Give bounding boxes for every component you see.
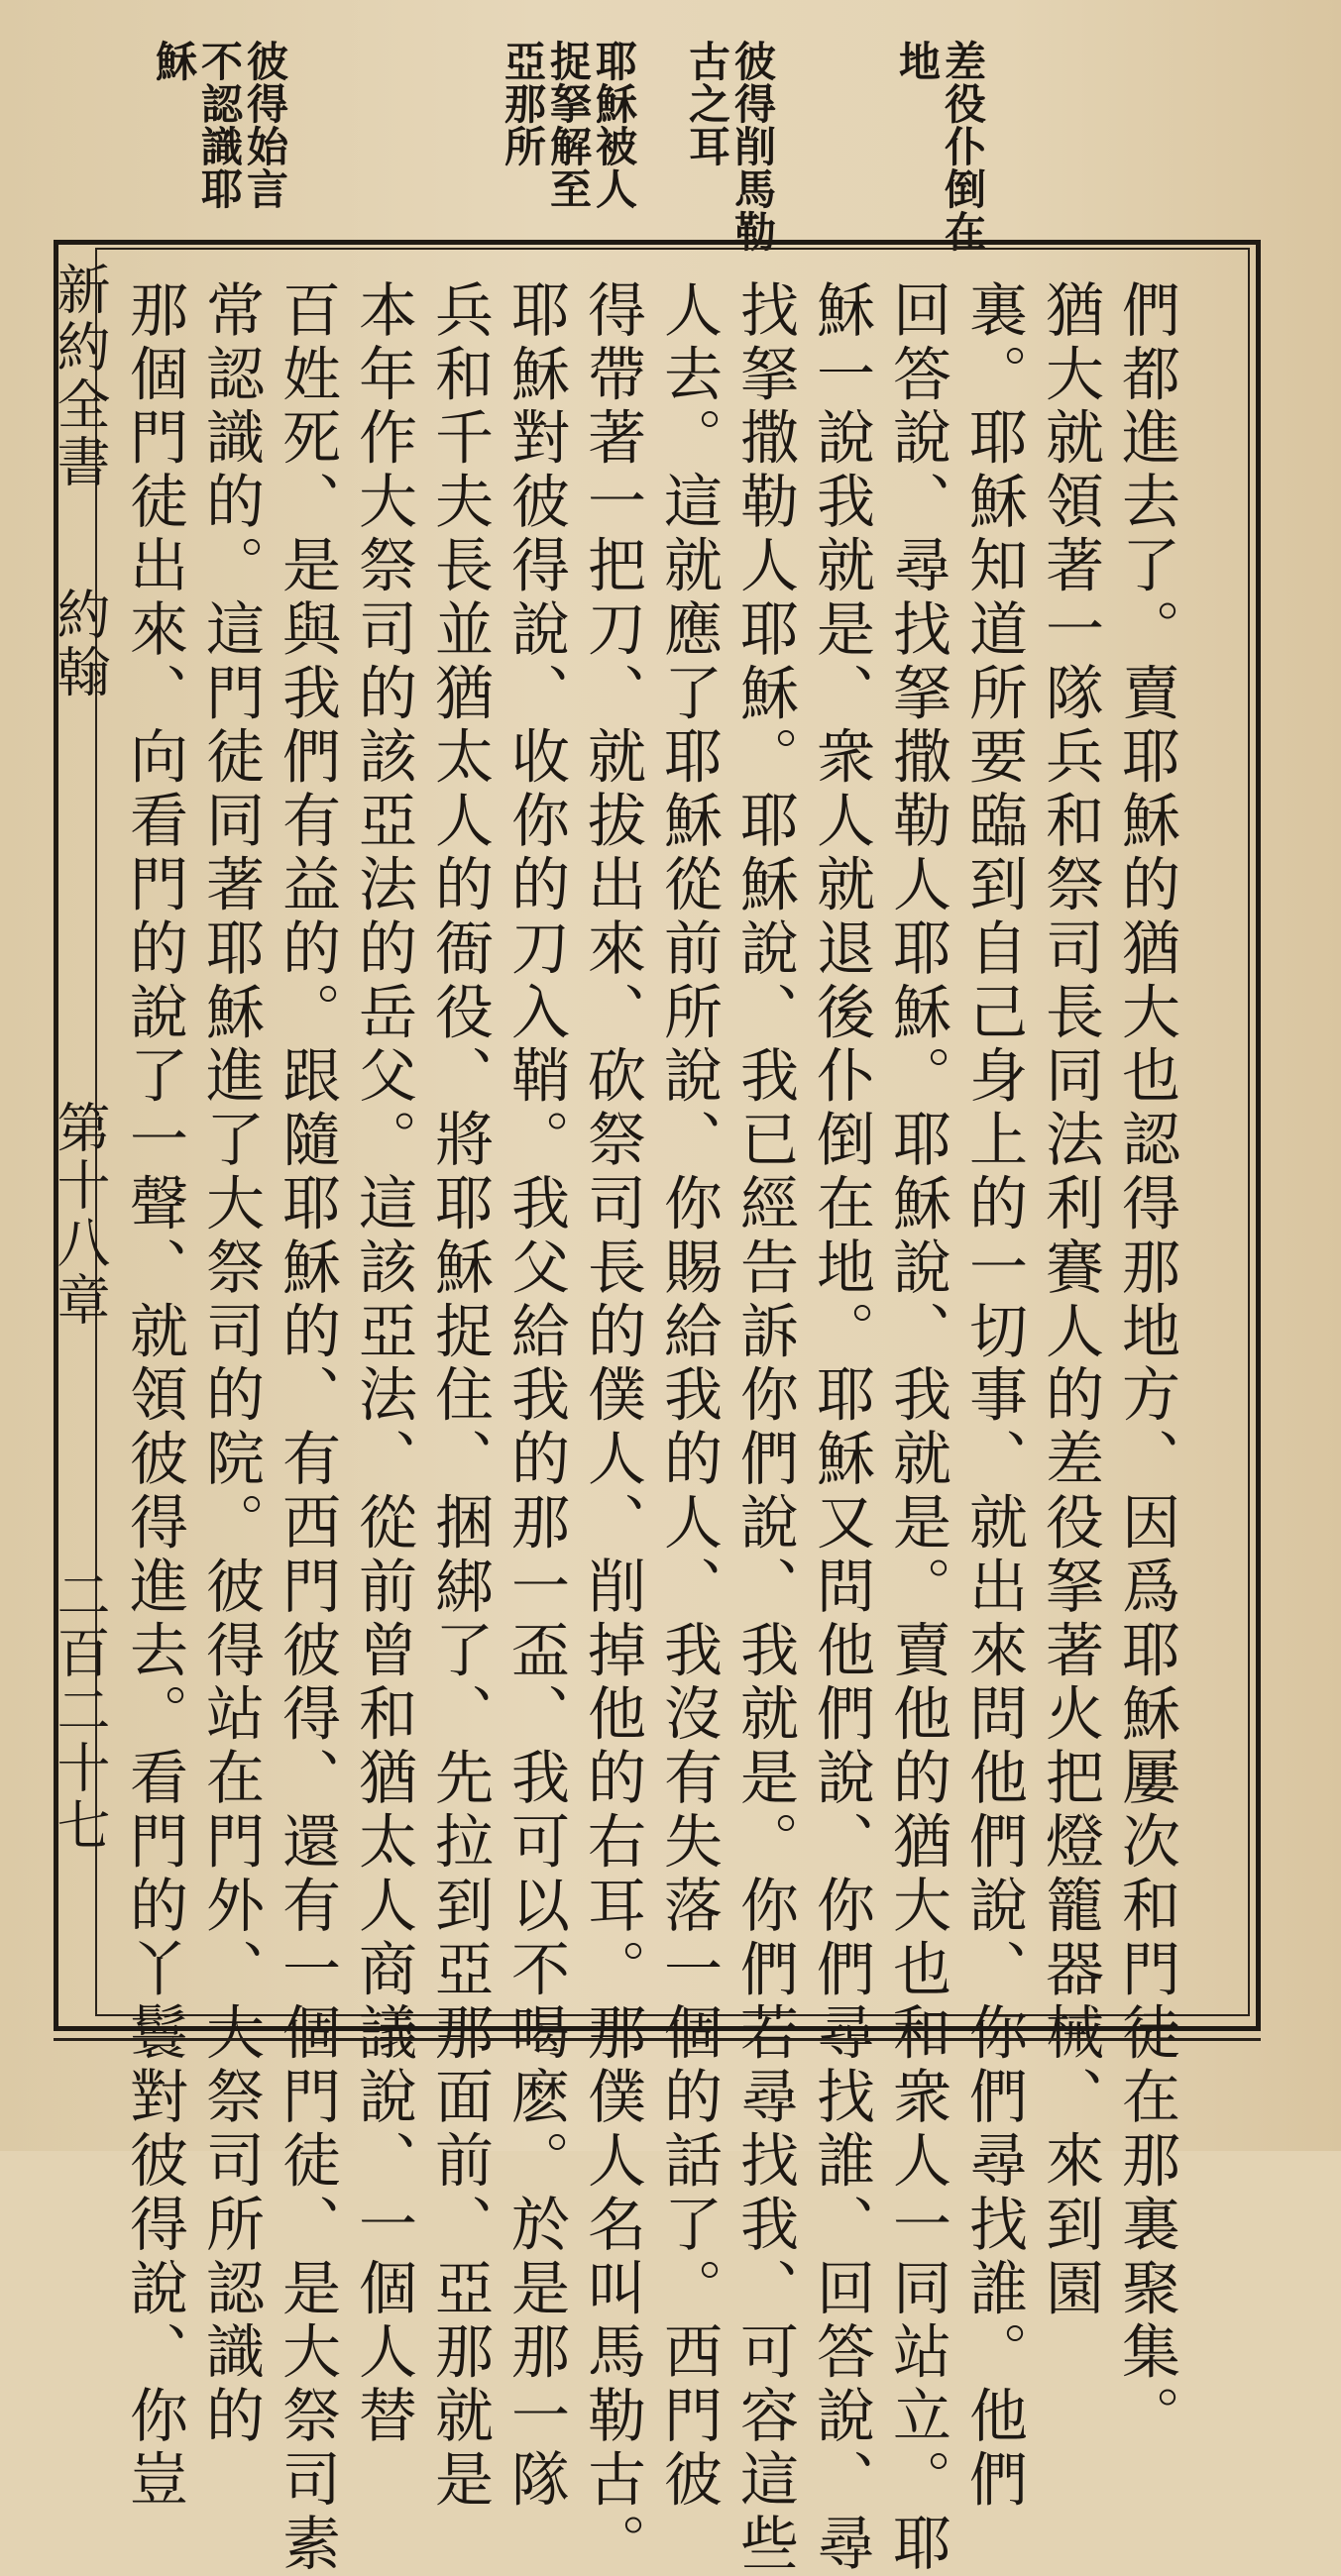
book-title: 新約全書 [49,262,111,491]
headnote: 耶穌被人捉拏解至亞那所 [499,40,638,210]
text-column: 們都進去了。賣耶穌的猶大也認得那地方、因爲耶穌屢次和門徒在那裏聚集。 [1112,279,1180,2449]
bottom-border [54,2031,1261,2041]
scripture-text [120,279,1180,2576]
text-column: 那個門徒出來、向看門的說了一聲、就領彼得進去。看門的丫鬟對彼得說、你豈 [120,279,188,2513]
text-column: 兵和千夫長並猶太人的衙役、將耶穌捉住、捆綁了、先拉到亞那面前、亞那就是 [425,279,494,2513]
book-name: 約翰 [49,587,111,701]
headnote: 差役仆倒在地 [893,40,987,253]
headnotes [129,40,1021,253]
side-column [49,250,111,2023]
headnote: 彼得始言不認識耶穌 [150,40,289,210]
text-column: 裏。耶穌知道所要臨到自己身上的一切事、就出來問他們說、你們尋找誰。他們 [959,279,1028,2513]
page-number: 二百二十七 [49,1567,111,1855]
text-column: 常認識的。這門徒同著耶穌進了大祭司的院。彼得站在門外、大祭司所認識的 [196,279,265,2449]
text-column: 百姓死、是與我們有益的。跟隨耶穌的、有西門彼得、還有一個門徒、是大祭司素 [273,279,341,2576]
text-column: 穌一說我就是、衆人就退後仆倒在地。耶穌又問他們說、你們尋找誰、回答說、尋 [807,279,875,2576]
headnote: 彼得削馬勒古之耳 [683,40,777,253]
text-column: 回答說、尋找拏撒勒人耶穌。耶穌說、我就是。賣他的猶大也和衆人一同站立。耶 [883,279,951,2576]
text-column: 猶大就領著一隊兵和祭司長同法利賽人的差役拏著火把燈籠器械、來到園 [1036,279,1104,2321]
text-column: 耶穌對彼得說、收你的刀入鞘。我父給我的那一盃、我可以不喝麽。於是那一隊 [502,279,570,2513]
text-column: 本年作大祭司的該亞法的岳父。這該亞法、從前曾和猶太人商議說、一個人替 [349,279,417,2449]
text-column: 找拏撒勒人耶穌。耶穌說、我已經告訴你們說、我就是。你們若尋找我、可容這些 [730,279,799,2576]
text-column: 得帶著一把刀、就拔出來、砍祭司長的僕人、削掉他的右耳。那僕人名叫馬勒古。 [578,279,646,2576]
text-column: 人去。這就應了耶穌從前所說、你賜給我的人、我沒有失落一個的話了。西門彼 [654,279,723,2513]
chapter-label: 第十八章 [49,1100,111,1330]
